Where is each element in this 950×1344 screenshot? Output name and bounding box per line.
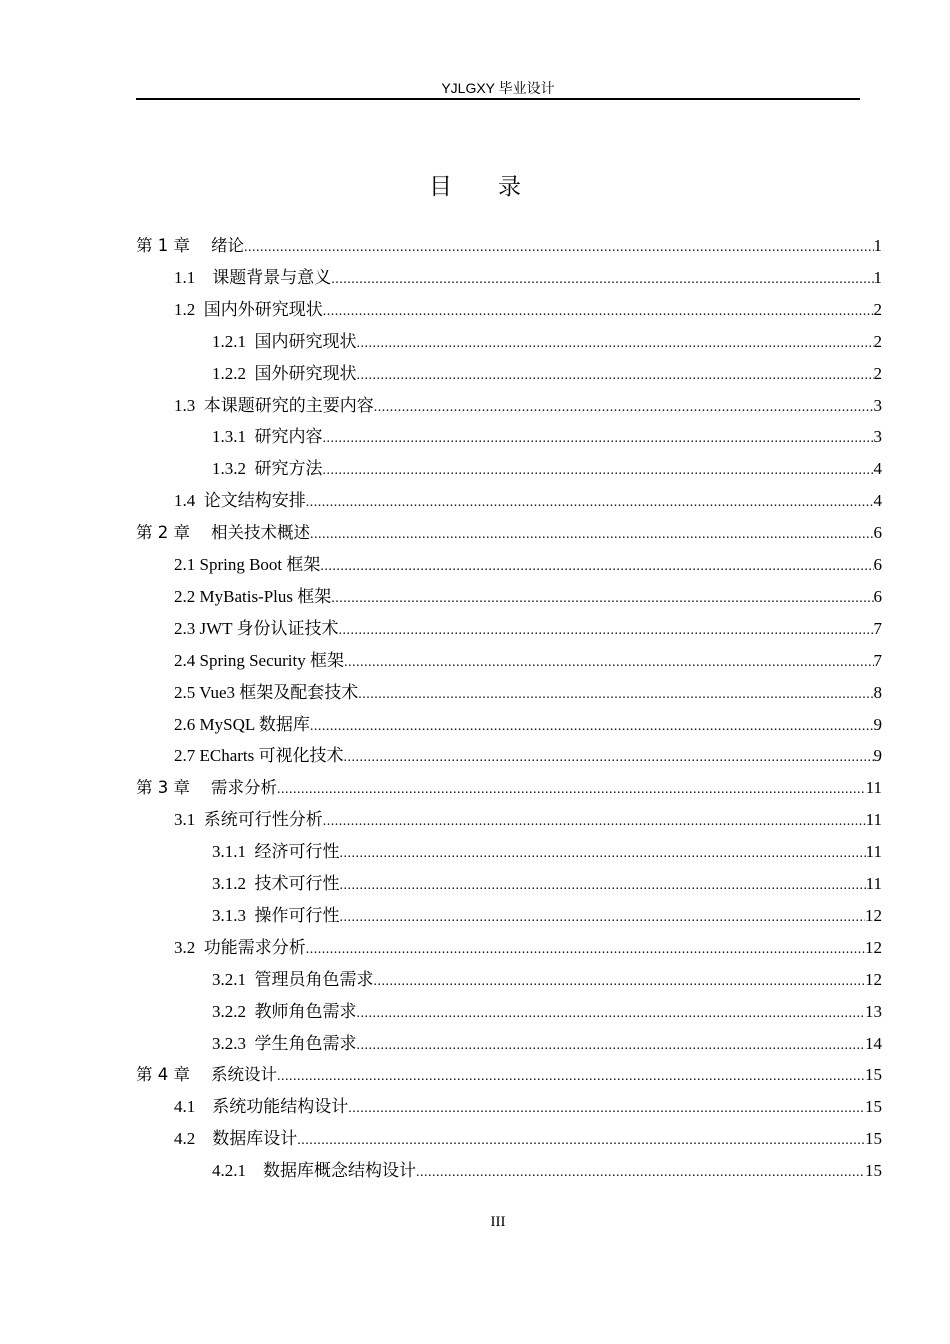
- toc-entry-title: 1.3.1 研究内容: [212, 427, 323, 447]
- toc-leader-dots: [357, 1032, 866, 1060]
- toc-entry[interactable]: [212, 902, 882, 930]
- toc-entry[interactable]: [174, 742, 882, 770]
- toc-entry[interactable]: [212, 870, 882, 898]
- toc-entry[interactable]: [136, 1061, 882, 1089]
- toc-entry-title: 1.2.1 国内研究现状: [212, 331, 357, 351]
- toc-leader-dots: [297, 1127, 865, 1155]
- toc-entry[interactable]: [212, 455, 882, 483]
- toc-entry-title: 1.3.2 研究方法: [212, 459, 323, 479]
- toc-entry[interactable]: [212, 360, 882, 388]
- page-header: YJLGXY 毕业设计: [441, 80, 555, 96]
- toc-leader-dots: [340, 872, 866, 900]
- toc-leader-dots: [306, 489, 874, 517]
- toc-entry-title: 2.2 MyBatis-Plus 框架: [174, 586, 332, 606]
- toc-leader-dots: [310, 521, 874, 549]
- toc-entry-page: 12: [865, 937, 882, 957]
- toc-entry-page: 6: [873, 555, 882, 574]
- toc-leader-dots: [277, 1063, 865, 1091]
- toc-leader-dots: [344, 744, 874, 772]
- toc-entry-title: 1.1 课题背景与意义: [174, 267, 332, 287]
- toc-entry[interactable]: [212, 838, 882, 866]
- toc-entry-title: 4.2 数据库设计: [174, 1129, 298, 1149]
- toc-entry[interactable]: [174, 647, 882, 675]
- toc-leader-dots: [323, 298, 874, 326]
- toc-entry[interactable]: [174, 264, 882, 292]
- toc-entry-title: 第 1 章 绪论: [136, 236, 244, 255]
- toc-leader-dots: [374, 394, 874, 422]
- toc-leader-dots: [344, 649, 874, 677]
- toc-leader-dots: [374, 968, 866, 996]
- toc-entry-page: 9: [873, 746, 882, 766]
- toc-entry-page: 2: [873, 331, 882, 351]
- toc-entry-title: 3.2.1 管理员角色需求: [212, 969, 374, 989]
- toc-leader-dots: [340, 840, 866, 868]
- toc-entry[interactable]: [136, 519, 882, 547]
- toc-leader-dots: [244, 234, 874, 262]
- toc-leader-dots: [310, 713, 874, 741]
- toc-entry-page: 4: [873, 459, 882, 479]
- toc-leader-dots: [357, 1000, 866, 1028]
- toc-leader-dots: [416, 1159, 865, 1187]
- toc-leader-dots: [340, 904, 866, 932]
- toc-entry-page: 6: [873, 523, 882, 543]
- toc-entry-page: 3: [873, 395, 882, 415]
- toc-entry[interactable]: [174, 711, 882, 739]
- toc-entry-title: 1.3 本课题研究的主要内容: [174, 395, 374, 415]
- page-number: III: [490, 1214, 506, 1230]
- toc-entry[interactable]: [174, 679, 882, 707]
- toc-leader-dots: [277, 776, 866, 804]
- toc-entry-page: 3: [873, 427, 882, 447]
- toc-entry[interactable]: [174, 806, 882, 834]
- toc-entry-page: 11: [865, 842, 882, 862]
- toc-entry[interactable]: [174, 1093, 882, 1121]
- toc-entry-page: 7: [873, 650, 882, 670]
- toc-entry-page: 15: [865, 1065, 882, 1085]
- toc-entry-title: 1.2.2 国外研究现状: [212, 363, 357, 383]
- toc-entry-title: 3.1.3 操作可行性: [212, 905, 340, 925]
- toc-entry-title: 2.6 MySQL 数据库: [174, 714, 310, 734]
- toc-entry-title: 2.7 ECharts 可视化技术: [174, 746, 344, 766]
- toc-entry-page: 12: [865, 969, 882, 989]
- toc-entry-title: 4.1 系统功能结构设计: [174, 1097, 349, 1117]
- toc-entry-title: 2.3 JWT 身份认证技术: [174, 618, 339, 638]
- toc-entry[interactable]: [212, 328, 882, 356]
- toc-entry-title: 4.2.1 数据库概念结构设计: [212, 1161, 416, 1181]
- toc-entry-title: 3.1 系统可行性分析: [174, 810, 323, 830]
- toc-entry-title: 第 3 章 需求分析: [136, 778, 277, 798]
- toc-leader-dots: [331, 266, 873, 294]
- toc-entry-page: 1: [873, 236, 882, 255]
- toc-title: 目录: [429, 174, 567, 200]
- toc-entry[interactable]: [212, 423, 882, 451]
- toc-entry-page: 11: [865, 778, 882, 798]
- toc-entry[interactable]: [174, 1125, 882, 1153]
- toc-entry[interactable]: [212, 966, 882, 994]
- toc-entry[interactable]: [136, 232, 882, 260]
- toc-entry-page: 15: [865, 1161, 882, 1181]
- toc-entry-page: 4: [873, 491, 882, 511]
- toc-entry-page: 11: [865, 874, 882, 893]
- toc-entry-page: 9: [873, 714, 882, 734]
- toc-entry[interactable]: [174, 487, 882, 515]
- toc-entry-page: 12: [865, 905, 882, 925]
- toc-leader-dots: [320, 553, 873, 581]
- toc-entry[interactable]: [136, 774, 882, 802]
- toc-leader-dots: [323, 457, 874, 485]
- toc-leader-dots: [357, 362, 874, 390]
- toc-entry-title: 3.2 功能需求分析: [174, 937, 306, 957]
- toc-entry[interactable]: [174, 583, 882, 611]
- toc-entry[interactable]: [174, 934, 882, 962]
- toc-entry-page: 13: [865, 1001, 882, 1021]
- toc-entry-page: 6: [873, 586, 882, 606]
- toc-entry[interactable]: [212, 1030, 882, 1058]
- toc-entry-title: 2.1 Spring Boot 框架: [174, 555, 321, 574]
- toc-entry[interactable]: [174, 392, 882, 420]
- toc-entry-title: 3.2.3 学生角色需求: [212, 1033, 357, 1053]
- toc-entry-title: 第 2 章 相关技术概述: [136, 523, 310, 543]
- toc-entry-page: 11: [865, 810, 882, 830]
- toc-entry-page: 2: [873, 363, 882, 383]
- toc-entry-title: 1.2 国内外研究现状: [174, 299, 323, 319]
- toc-leader-dots: [357, 330, 874, 358]
- toc-entry-title: 3.1.2 技术可行性: [212, 874, 340, 893]
- toc-entry-page: 8: [873, 682, 882, 702]
- toc-entry-page: 15: [865, 1129, 882, 1149]
- toc-entry-page: 14: [865, 1033, 882, 1053]
- toc-entry-page: 1: [873, 267, 882, 287]
- toc-entry[interactable]: [212, 998, 882, 1026]
- toc-entry-page: 2: [873, 299, 882, 319]
- toc-entry-title: 第 4 章 系统设计: [136, 1065, 277, 1085]
- toc-entry-page: 15: [865, 1097, 882, 1117]
- toc-entry-title: 1.4 论文结构安排: [174, 491, 306, 511]
- header-rule: [136, 98, 860, 100]
- toc-entry[interactable]: [174, 296, 882, 324]
- toc-leader-dots: [348, 1095, 865, 1123]
- toc-entry[interactable]: [174, 615, 882, 643]
- toc-leader-dots: [323, 808, 866, 836]
- toc-leader-dots: [306, 936, 865, 964]
- toc-entry-page: 7: [873, 618, 882, 638]
- toc-entry-title: 3.1.1 经济可行性: [212, 842, 340, 862]
- toc-entry[interactable]: [212, 1157, 882, 1185]
- toc-entry-title: 2.4 Spring Security 框架: [174, 650, 344, 670]
- toc-leader-dots: [323, 425, 874, 453]
- toc-leader-dots: [331, 585, 873, 613]
- toc-leader-dots: [358, 681, 873, 709]
- toc-entry[interactable]: [174, 551, 882, 579]
- toc-entry-title: 2.5 Vue3 框架及配套技术: [174, 682, 359, 702]
- toc-leader-dots: [339, 617, 874, 645]
- toc-entry-title: 3.2.2 教师角色需求: [212, 1001, 357, 1021]
